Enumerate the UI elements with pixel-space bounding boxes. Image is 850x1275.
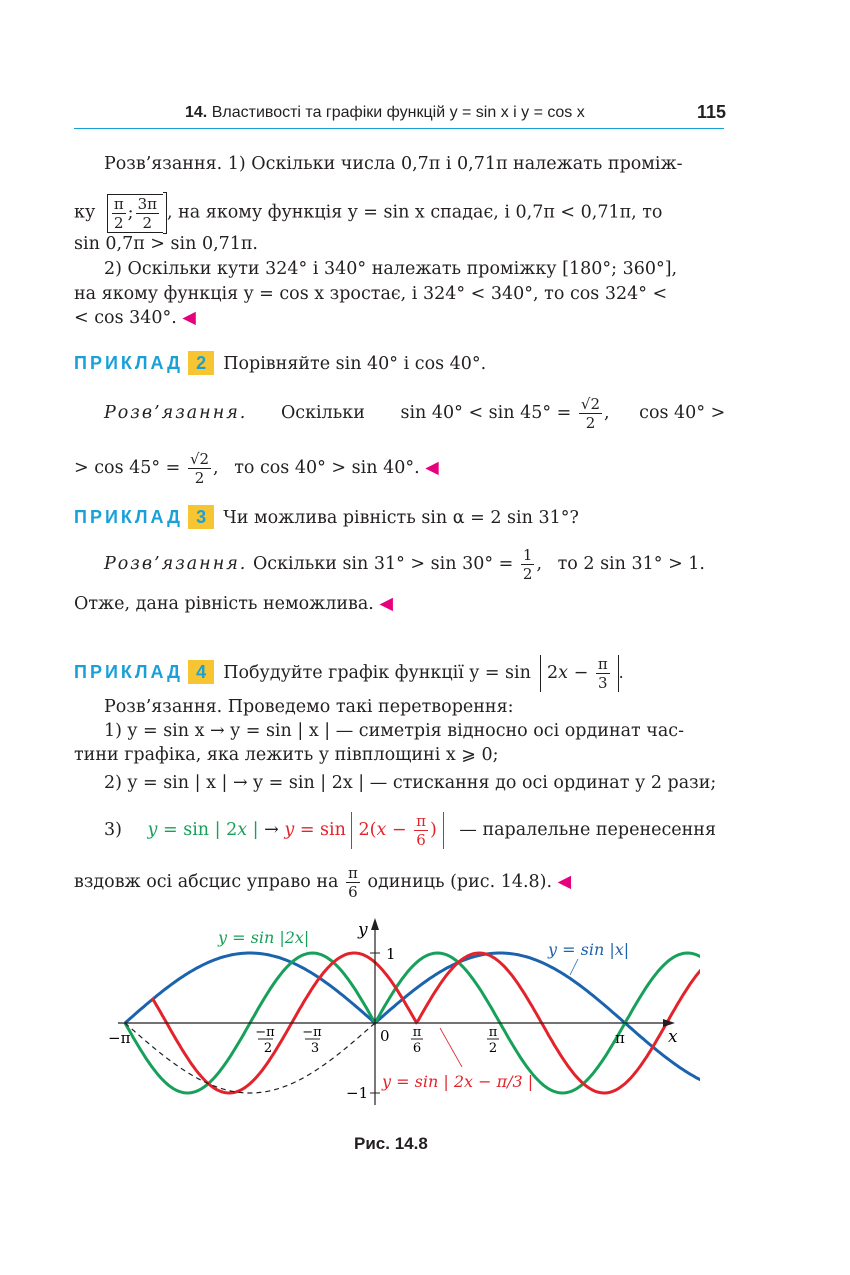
fraction-sqrt2-2: $\frac{√2}{2}$	[189, 450, 210, 487]
text-line: 2) Оскільки кути 324° і 340° належать проміжку [180°; 360°],	[104, 259, 678, 279]
text-fragment: Отже, дана рівність неможлива.	[74, 594, 374, 614]
tick-label-denominator: 6	[412, 1041, 422, 1056]
formula-sin2x: y = sin | 2x |	[147, 820, 259, 840]
label-sin2x: y = sin |2x|	[218, 928, 310, 947]
bracket-right	[163, 192, 167, 234]
example-tag: ПРИКЛАД	[74, 353, 183, 373]
text-fragment: — паралельне перенесення	[459, 820, 716, 840]
label-leader-line	[440, 1028, 462, 1067]
interval-bracket: $\frac{\pi}{2}$ ; $\frac{3\pi}{2}$	[107, 194, 163, 233]
fraction-pi-6: $\frac{\pi}{6}$	[348, 864, 358, 901]
text-line: 2) y = sin | x | → y = sin | 2x | — стискання до осі ординат у 2 рази;	[104, 773, 717, 793]
fraction-3pi-2: $\frac{3\pi}{2}$	[137, 194, 157, 232]
tick-label-pi-6: π	[412, 1025, 422, 1040]
tick-label-denominator: 3	[310, 1041, 320, 1056]
abs-expression: 2x − $\frac{\pi}{3}$	[540, 655, 619, 692]
tick-label-pi: π	[615, 1029, 625, 1047]
x-axis-label: x	[668, 1027, 678, 1047]
tick-label-0: 0	[380, 1027, 390, 1045]
text-fragment: > cos 45° =	[74, 458, 181, 478]
example-tag: ПРИКЛАД	[74, 507, 183, 527]
example-number: 3	[188, 505, 214, 529]
example-number: 4	[188, 660, 214, 684]
solution-label: Розв’язання.	[104, 554, 248, 574]
tick-label-denominator: 2	[263, 1041, 273, 1056]
end-marker-icon: ◀	[425, 458, 439, 478]
example-task: Порівняйте sin 40° і cos 40°.	[223, 354, 487, 374]
function-graph	[100, 915, 700, 1115]
page-number: 115	[697, 102, 727, 122]
text-line: 3) y = sin | 2x | → y = sin 2(x − $\frac{\pi}{6}$ ) — паралельне перенесення	[104, 812, 716, 849]
tick-label-minus-pi-2: −π	[255, 1025, 275, 1040]
solution-label: Розв’язання.	[104, 403, 248, 423]
tick-label-minus-pi-3: −π	[302, 1025, 322, 1040]
section-title: Властивості та графіки функцій y = sin x і y = cos x	[211, 104, 585, 121]
text-fragment: то 2 sin 31° > 1.	[557, 554, 705, 574]
text-line: Розв’язання. Оскільки sin 40° < sin 45° = $\frac{√2}{2}$ , cos 40° >	[104, 395, 726, 432]
text-fragment: 3)	[104, 820, 122, 840]
end-marker-icon: ◀	[182, 308, 196, 328]
formula-shifted: y = sin 2(x − $\frac{\pi}{6}$ )	[284, 820, 449, 840]
example-heading	[74, 352, 486, 376]
text-fragment: Оскільки	[280, 403, 365, 423]
text-fragment: вздовж осі абсцис управо на	[74, 872, 339, 892]
text-line: sin 0,7π > sin 0,71π.	[74, 234, 258, 254]
text-line: тини графіка, яка лежить у півплощині x ⩾ 0;	[74, 745, 499, 765]
text-line	[74, 864, 571, 901]
end-marker-icon: ◀	[379, 594, 393, 614]
fraction-1-2: $\frac{1}{2}$	[522, 546, 533, 583]
text-fragment: то cos 40° > sin 40°.	[234, 458, 420, 478]
tick-label-pi-2: π	[488, 1025, 498, 1040]
fraction-sqrt2-2: $\frac{√2}{2}$	[580, 395, 601, 432]
y-axis-label: y	[358, 920, 368, 940]
text-fragment: cos 40° >	[639, 403, 726, 423]
fraction-pi-2: $\frac{\pi}{2}$	[113, 194, 124, 232]
tick-label-denominator: 2	[488, 1041, 498, 1056]
text-line: Розв’язання. 1) Оскільки числа 0,7π і 0,71π належать проміж-	[104, 154, 683, 174]
example-task: Чи можлива рівність sin α = 2 sin 31°?	[223, 508, 579, 528]
y-axis-arrow-icon	[371, 918, 379, 930]
tick-label-minus-1: −1	[346, 1084, 369, 1102]
example-task: Побудуйте графік функції y = sin	[223, 663, 531, 683]
example-heading	[74, 506, 579, 530]
text-line: 1) y = sin x → y = sin | x | — симетрія відносно осі ординат час-	[104, 721, 685, 741]
text-line	[104, 695, 514, 719]
tick-label-minus-pi: −π	[108, 1029, 131, 1047]
header-rule	[74, 128, 724, 129]
text-line: ку $\frac{\pi}{2}$ ; $\frac{3\pi}{2}$ , на якому функція y = sin x спадає, і 0,7π < 0,71π, то	[74, 192, 662, 234]
end-marker-icon: ◀	[557, 872, 572, 892]
tick-label-1: 1	[386, 945, 396, 963]
section-number: 14.	[185, 104, 208, 121]
text-fragment: Розв’язання. Проведемо такі перетворення:	[104, 697, 514, 717]
text-fragment: < cos 340°.	[74, 308, 177, 328]
text-line: на якому функція y = cos x зростає, і 324° < 340°, то cos 324° <	[74, 284, 668, 304]
text-line: > cos 45° = $\frac{√2}{2}$ , то cos 40° > sin 40°. ◀	[74, 450, 439, 487]
text-fragment: одиниць (рис. 14.8).	[367, 872, 553, 892]
figure-caption: Рис. 14.8	[354, 1134, 428, 1153]
label-leader-line	[570, 959, 578, 975]
text-fragment: на якому функція y = sin x спадає, і 0,7π < 0,71π, то	[178, 202, 663, 223]
label-sinx: y = sin |x|	[548, 940, 630, 959]
text-fragment: Оскільки sin 31° > sin 30° =	[252, 554, 514, 574]
tick-fraction-labels	[255, 1025, 499, 1056]
text-fragment: sin 40° < sin 45° =	[400, 403, 572, 423]
text-line	[74, 592, 393, 616]
running-header	[185, 104, 585, 122]
text-line: Розв’язання. Оскільки sin 31° > sin 30° = $\frac{1}{2}$ , то 2 sin 31° > 1.	[104, 546, 705, 583]
example-number: 2	[188, 351, 214, 375]
label-shifted: y = sin | 2x − π/3 |	[382, 1072, 534, 1091]
example-heading: ПРИКЛАД 4 Побудуйте графік функції y = sin 2x − $\frac{\pi}{3}$ .	[74, 655, 624, 692]
example-tag: ПРИКЛАД	[74, 662, 183, 682]
text-fragment: ку	[74, 202, 96, 223]
text-line	[74, 306, 196, 330]
